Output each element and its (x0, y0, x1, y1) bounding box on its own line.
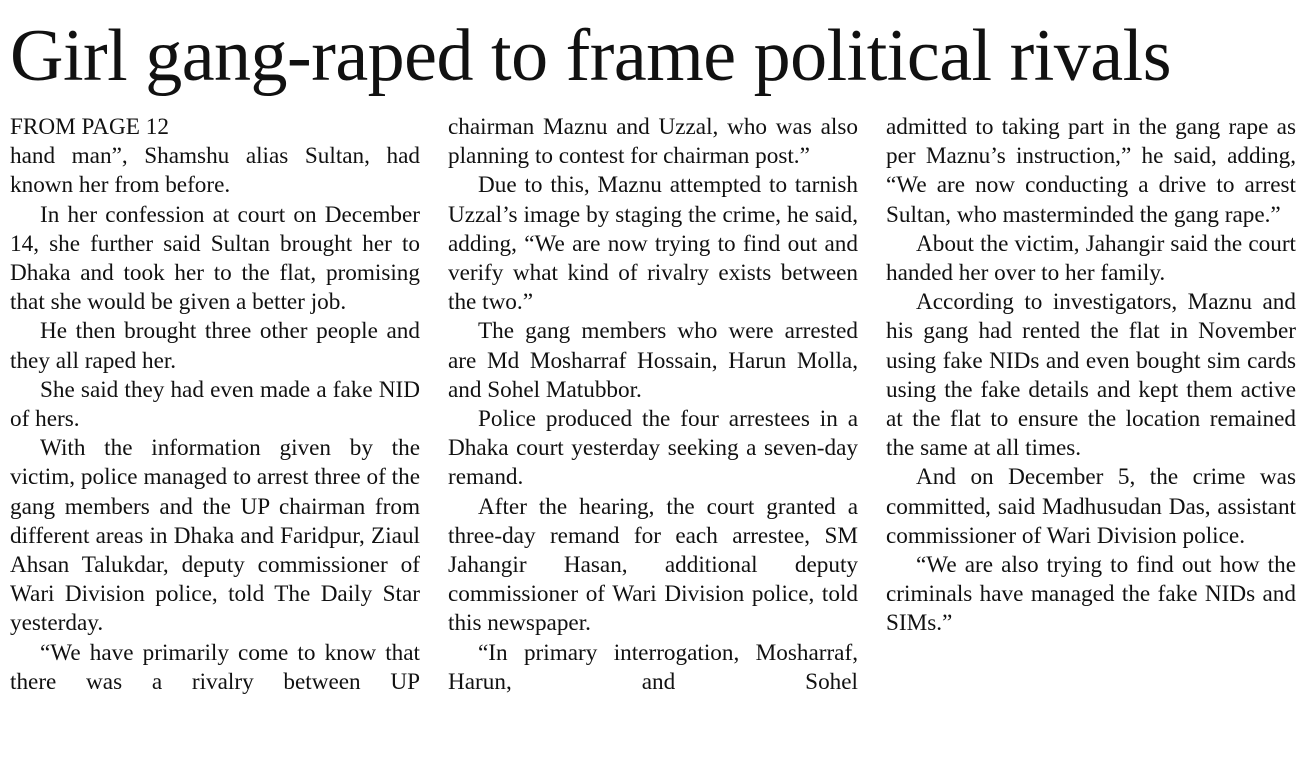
paragraph: Due to this, Maznu attempted to tarnish Uzzal’s image by staging the crime, he said, adding, “We are now trying to find out and verify what kind of rivalry exists between the two.” (448, 172, 858, 316)
paragraph: “In primary interrogation, Mosharraf, Harun, and Sohel (448, 639, 858, 695)
paragraph: “We are also trying to find out how the criminals have managed the fake NIDs and SIMs.” (886, 552, 1296, 637)
column-3 (886, 113, 1296, 763)
article-body (10, 113, 1296, 763)
paragraph: The gang members who were arrested are Md Mosharraf Hossain, Harun Molla, and Sohel Matubbor. (448, 318, 858, 403)
paragraph: chairman Maznu and Uzzal, who was also planning to contest for chairman post.” (448, 114, 858, 170)
paragraph: admitted to taking part in the gang rape as per Maznu’s instruction,” he said, adding, “We are now conducting a drive to arrest Sultan, who masterminded the gang rape.” (886, 114, 1296, 228)
paragraph: She said they had even made a fake NID of hers. (10, 376, 420, 433)
paragraph: In her confession at court on December 14, she further said Sultan brought her to Dhaka and took her to the flat, promising that she would be given a better job. (10, 201, 420, 316)
paragraph: Police produced the four arrestees in a Dhaka court yesterday seeking a seven-day remand. (448, 406, 858, 491)
paragraph: And on December 5, the crime was committed, said Madhusudan Das, assistant commissioner of Wari Division police. (886, 464, 1296, 549)
paragraph: According to investigators, Maznu and his gang had rented the flat in November using fake NIDs and even bought sim cards using the fake details and kept them active at the flat to ensure the location remained the same at all times. (886, 289, 1296, 462)
paragraph: hand man”, Shamshu alias Sultan, had known her from before. (10, 143, 420, 199)
paragraph: About the victim, Jahangir said the court handed her over to her family. (886, 230, 1296, 287)
headline: Girl gang-raped to frame political rivals (10, 15, 1172, 97)
column-1 (10, 113, 420, 763)
paragraph: After the hearing, the court granted a three-day remand for each arrestee, SM Jahangir Hasan, additional deputy commissioner of Wari Division police, told this newspaper. (448, 493, 858, 637)
paragraph: He then brought three other people and they all raped her. (10, 318, 420, 374)
paragraph: “We have primarily come to know that there was a rivalry between UP (10, 639, 420, 695)
column-2 (448, 113, 858, 763)
continued-from-label: FROM PAGE 12 (10, 114, 169, 140)
paragraph: With the information given by the victim, police managed to arrest three of the gang members and the UP chairman from different areas in Dhaka and Faridpur, Ziaul Ahsan Talukdar, deputy commissioner of Wari Division police, told The Daily Star yesterday. (10, 435, 420, 637)
